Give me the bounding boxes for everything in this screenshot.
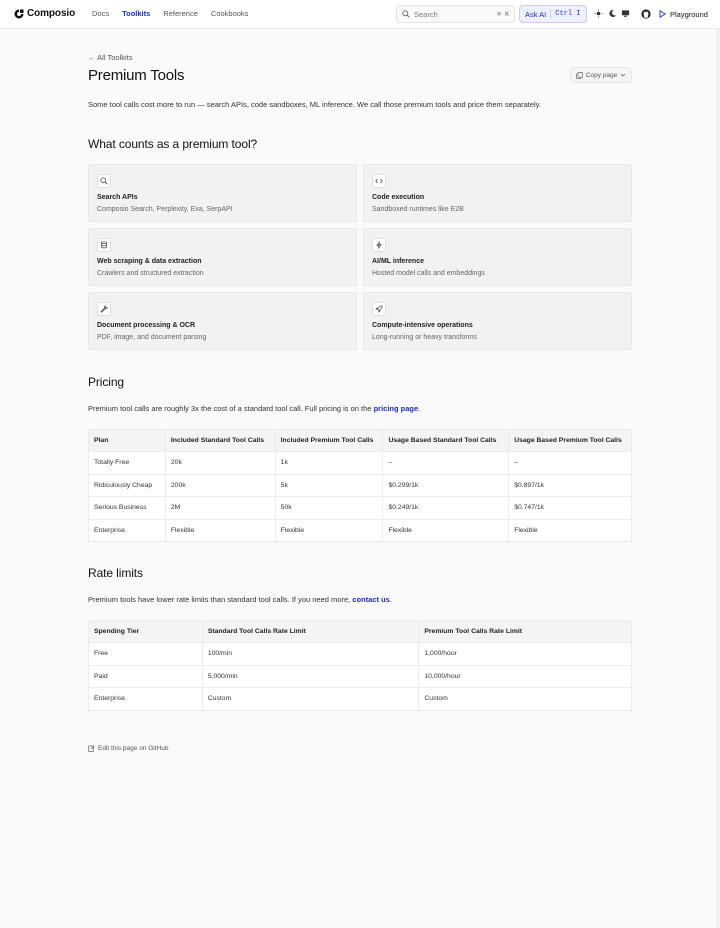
table-cell: 1k [275,452,383,475]
table-row [89,688,632,711]
rate-limits-heading: Rate limits [88,566,143,580]
moon-icon[interactable] [608,9,617,18]
table-cell: 5,000/min [202,665,419,688]
database-icon [97,238,111,252]
edit-label: Edit this page on GitHub [98,745,169,752]
card-ai-ml-inference [363,228,632,286]
logo-text: Composio [27,8,76,19]
card-title: Search APIs [97,194,138,201]
card-web-scraping [88,228,357,286]
card-document-processing [88,292,357,350]
table-cell: 200k [165,474,275,497]
card-title: Document processing & OCR [97,322,196,329]
nav-cookbooks[interactable]: Cookbooks [210,9,249,18]
table-cell: $0.747/1k [509,497,632,520]
edit-icon [88,745,95,752]
table-cell: 1,000/hour [419,643,632,666]
table-cell: 100/min [202,643,419,666]
rate-limits-table [88,620,632,711]
card-desc: PDF, image, and document parsing [97,334,207,341]
main-nav [92,9,261,18]
table-row [89,665,632,688]
github-icon[interactable] [641,9,651,19]
contact-us-link[interactable]: contact us [352,595,390,604]
rocket-icon [372,302,386,316]
rate-limits-text-before: Premium tools have lower rate limits than standard tool calls. If you need more, [88,595,353,604]
table-cell: $0.249/1k [383,497,509,520]
playground-button[interactable] [659,5,708,23]
table-row [89,474,632,497]
table-cell: 2M [165,497,275,520]
breadcrumb[interactable]: ← All Toolkits [88,53,133,62]
card-compute-intensive [363,292,632,350]
edit-on-github-link[interactable] [88,745,168,752]
composio-logo-icon [14,9,24,19]
play-icon [659,10,666,18]
sun-icon[interactable] [594,9,603,18]
table-cell: 50k [275,497,383,520]
table-row [89,643,632,666]
table-cell: Paid [89,665,203,688]
top-navbar [0,0,720,29]
card-title: AI/ML inference [372,258,424,265]
table-cell: Flexible [275,519,383,542]
table-cell: – [383,452,509,475]
table-header-row [89,621,632,643]
logo[interactable] [14,8,75,19]
scrollbar[interactable] [716,29,720,928]
nav-reference[interactable]: Reference [163,9,198,18]
monitor-icon[interactable] [621,9,630,18]
rate-limits-text-after: . [389,595,392,604]
ask-ai-label: Ask AI [525,9,547,19]
column-header: Included Premium Tool Calls [275,430,383,452]
chevron-down-icon [620,72,626,78]
rate-limits-text [88,595,392,604]
table-row [89,519,632,542]
card-title: Code execution [372,194,425,201]
column-header: Usage Based Standard Tool Calls [383,430,509,452]
card-desc: Sandboxed runtimes like E2B [372,206,464,213]
table-cell: 5k [275,474,383,497]
table-cell: Flexible [165,519,275,542]
table-cell: Custom [419,688,632,711]
table-cell: Enterprise [89,688,203,711]
copy-icon [576,72,583,79]
pricing-text-before: Premium tool calls are roughly 3x the cost of a standard tool call. Full pricing is on the [88,404,374,413]
card-desc: Composio Search, Perplexity, Exa, SerpAPI [97,206,233,213]
pricing-page-link[interactable]: pricing page [373,404,419,413]
nav-toolkits[interactable]: Toolkits [122,9,151,18]
table-cell: 10,000/hour [419,665,632,688]
table-cell: $0.299/1k [383,474,509,497]
copy-page-label: Copy page [585,71,618,79]
playground-label: Playground [670,9,708,19]
search-shortcut: ⌘ K [497,10,509,18]
card-desc: Long-running or heavy transforms [372,334,478,341]
table-cell: Totally Free [89,452,166,475]
table-cell: Custom [202,688,419,711]
table-cell: Enterprise [89,519,166,542]
card-title: Web scraping & data extraction [97,258,202,265]
column-header: Spending Tier [89,621,203,643]
search-icon [97,174,111,188]
card-code-execution [363,164,632,222]
column-header: Usage Based Premium Tool Calls [509,430,632,452]
copy-page-button[interactable] [570,67,632,83]
table-cell: Free [89,643,203,666]
column-header: Premium Tool Calls Rate Limit [419,621,632,643]
card-desc: Crawlers and structured extraction [97,270,204,277]
card-search-apis [88,164,357,222]
code-icon [372,174,386,188]
table-header-row [89,430,632,452]
ask-ai-shortcut: Ctrl I [550,10,580,18]
pricing-text [88,404,420,413]
column-header: Standard Tool Calls Rate Limit [202,621,419,643]
table-cell: Ridiculously Cheap [89,474,166,497]
card-desc: Hosted model calls and embeddings [372,270,485,277]
table-row [89,497,632,520]
table-cell: 20k [165,452,275,475]
table-cell: $0.897/1k [509,474,632,497]
pricing-heading: Pricing [88,375,124,389]
search-input[interactable] [396,5,515,23]
premium-heading: What counts as a premium tool? [88,137,258,151]
column-header: Included Standard Tool Calls [165,430,275,452]
intro-text: Some tool calls cost more to run — search APIs, code sandboxes, ML inference. We call those premium tools and price them separately. [88,100,541,109]
ask-ai-button[interactable] [519,5,587,23]
table-cell: – [509,452,632,475]
pricing-text-after: . [418,404,421,413]
table-cell: Serious Business [89,497,166,520]
column-header: Plan [89,430,166,452]
table-row [89,452,632,475]
search-placeholder: Search [414,9,438,19]
pricing-table [88,429,632,542]
card-title: Compute-intensive operations [372,322,473,329]
page-title: Premium Tools [88,67,185,84]
table-cell: Flexible [509,519,632,542]
wrench-icon [97,302,111,316]
nav-docs[interactable]: Docs [92,9,110,18]
lightning-icon [372,238,386,252]
table-cell: Flexible [383,519,509,542]
search-icon [402,10,410,18]
